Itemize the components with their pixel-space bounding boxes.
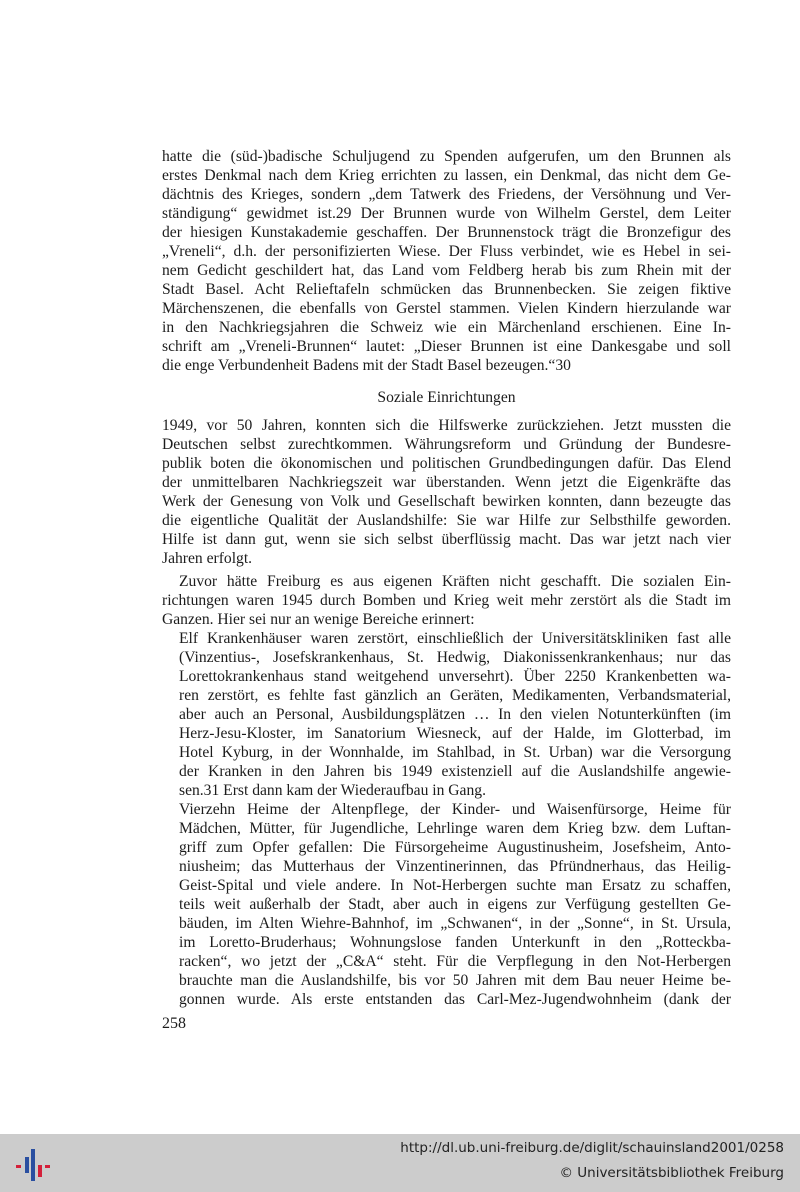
text-line: Hotel Kyburg, in der Wonnhalde, im Stahlbad, in St. Urban) war die Versorgung bbox=[179, 744, 731, 761]
text-line: Werk der Genesung von Volk und Gesellschaft bewirken konnten, dann bezeugte das bbox=[162, 493, 731, 510]
text-line: „Vreneli“, d.h. der personifizierten Wiese. Der Fluss verbindet, wie es Hebel in sei- bbox=[162, 243, 731, 260]
page-number: 258 bbox=[162, 1015, 186, 1032]
text-line: im Loretto-Bruderhaus; Wohnungslose fanden Unterkunft in den „Rotteckba- bbox=[179, 934, 731, 951]
paragraph-1 bbox=[162, 147, 731, 1009]
indented-block-homes bbox=[179, 800, 731, 1009]
text-line: nem Gedicht geschildert hat, das Land vom Feldberg herab bis zum Rhein mit der bbox=[162, 262, 731, 279]
text-line: richtungen waren 1945 durch Bomben und Krieg weit mehr zerstört als die Stadt im bbox=[162, 592, 731, 609]
text-line: Hilfe ist dann gut, wenn sie sich selbst überflüssig macht. Das war jetzt nach vier bbox=[162, 531, 731, 548]
text-line: ren zerstört, es fehlte fast gänzlich an Geräten, Medikamenten, Verbandsmaterial, bbox=[179, 687, 731, 704]
text-line: Mädchen, Mütter, für Jugendliche, Lehrlinge waren dem Krieg bzw. dem Luftan- bbox=[179, 820, 731, 837]
text-line: der hiesigen Kunstakademie geschaffen. Der Brunnenstock trägt die Bronzefigur des bbox=[162, 224, 731, 241]
text-line: schrift am „Vreneli-Brunnen“ lautet: „Dieser Brunnen ist eine Dankesgabe und soll bbox=[162, 338, 731, 355]
text-line: publik boten die ökonomischen und politischen Grundbedingungen dafür. Das Elend bbox=[162, 455, 731, 472]
text-line: erstes Denkmal nach dem Krieg errichten zu lassen, ein Denkmal, das nicht dem Ge- bbox=[162, 167, 731, 184]
text-line: aber auch an Personal, Ausbildungsplätzen … In den vielen Notunterkünften (im bbox=[179, 706, 731, 723]
text-line: der unmittelbaren Nachkriegszeit war überstanden. Wenn jetzt die Eigenkräfte das bbox=[162, 474, 731, 491]
text-line: niusheim; das Mutterhaus der Vinzentinerinnen, das Pfründnerhaus, das Heilig- bbox=[179, 858, 731, 875]
text-line: Elf Krankenhäuser waren zerstört, einschließlich der Universitätskliniken fast alle bbox=[179, 630, 731, 647]
footer-bar bbox=[0, 1134, 800, 1192]
text-line: die eigentliche Qualität der Auslandshilfe: Sie war Hilfe zur Selbsthilfe geworden. bbox=[162, 512, 731, 529]
section-heading: Soziale Einrichtungen bbox=[377, 389, 516, 406]
text-line: der Kranken in den Jahren bis 1949 existenziell auf die Auslandshilfe angewie- bbox=[179, 763, 731, 780]
text-line: (Vinzentius-, Josefskrankenhaus, St. Hedwig, Diakonissenkrankenhaus; nur das bbox=[179, 649, 731, 666]
text-line: Jahren erfolgt. bbox=[162, 550, 253, 567]
text-line: Herz-Jesu-Kloster, im Sanatorium Wiesneck, auf der Halde, im Glotterbad, im bbox=[179, 725, 731, 742]
text-line: Zuvor hätte Freiburg es aus eigenen Kräften nicht geschafft. Die sozialen Ein- bbox=[179, 573, 731, 590]
text-line: Vierzehn Heime der Altenpflege, der Kinder- und Waisenfürsorge, Heime für bbox=[179, 801, 731, 818]
text-line: griff zum Opfer gefallen: Die Fürsorgeheime Augustinusheim, Josefsheim, Anto- bbox=[179, 839, 731, 856]
ub-freiburg-logo-icon[interactable] bbox=[10, 1143, 52, 1185]
text-line: 1949, vor 50 Jahren, konnten sich die Hilfswerke zurückziehen. Jetzt mussten die bbox=[162, 417, 731, 434]
text-line: ständigung“ gewidmet ist.29 Der Brunnen wurde von Wilhelm Gerstel, dem Leiter bbox=[162, 205, 731, 222]
text-line: hatte die (süd-)badische Schuljugend zu Spenden aufgerufen, um den Brunnen als bbox=[162, 148, 731, 165]
text-line: racken“, wo jetzt der „C&A“ steht. Für die Verpflegung in den Not-Herbergen bbox=[179, 953, 731, 970]
text-line: dächtnis des Krieges, sondern „dem Tatwerk des Friedens, der Versöhnung und Ver- bbox=[162, 186, 731, 203]
text-line: die enge Verbundenheit Badens mit der Stadt Basel bezeugen.“30 bbox=[162, 357, 571, 374]
text-line: bäuden, im Alten Wiehre-Bahnhof, im „Schwanen“, in der „Sonne“, in St. Ursula, bbox=[179, 915, 731, 932]
text-line: Geist-Spital und viele andere. In Not-Herbergen suchte man Ersatz zu schaffen, bbox=[179, 877, 731, 894]
text-line: in den Nachkriegsjahren die Schweiz wie ein Märchenland erschienen. Eine In- bbox=[162, 319, 731, 336]
text-line: Stadt Basel. Acht Relieftafeln schmücken das Brunnenbecken. Sie zeigen fiktive bbox=[162, 281, 731, 298]
text-line: Deutschen selbst zurechtkommen. Währungsreform und Gründung der Bundesre- bbox=[162, 436, 731, 453]
text-line: Lorettokrankenhaus stand weitgehend unversehrt). Über 2250 Krankenbetten wa- bbox=[179, 668, 731, 685]
text-line: sen.31 Erst dann kam der Wiederaufbau in Gang. bbox=[179, 782, 486, 799]
text-line: brauchte man die Auslandshilfe, bis vor 50 Jahren mit dem Bau neuer Heime be- bbox=[179, 972, 731, 989]
text-line: Ganzen. Hier sei nur an wenige Bereiche erinnert: bbox=[162, 611, 475, 628]
indented-block-hospitals bbox=[179, 629, 731, 800]
copyright-text: © Universitätsbibliothek Freiburg bbox=[559, 1165, 784, 1181]
text-line: Märchenszenen, die ebenfalls von Gerstel stammen. Vielen Kindern hierzulande war bbox=[162, 300, 731, 317]
source-url-link[interactable]: http://dl.ub.uni-freiburg.de/diglit/schauinsland2001/0258 bbox=[400, 1140, 784, 1156]
text-line: gonnen wurde. Als erste entstanden das Carl-Mez-Jugendwohnheim (dank der bbox=[179, 991, 731, 1008]
text-line: teils weit außerhalb der Stadt, aber auch in eigens zur Verfügung gestellten Ge- bbox=[179, 896, 731, 913]
